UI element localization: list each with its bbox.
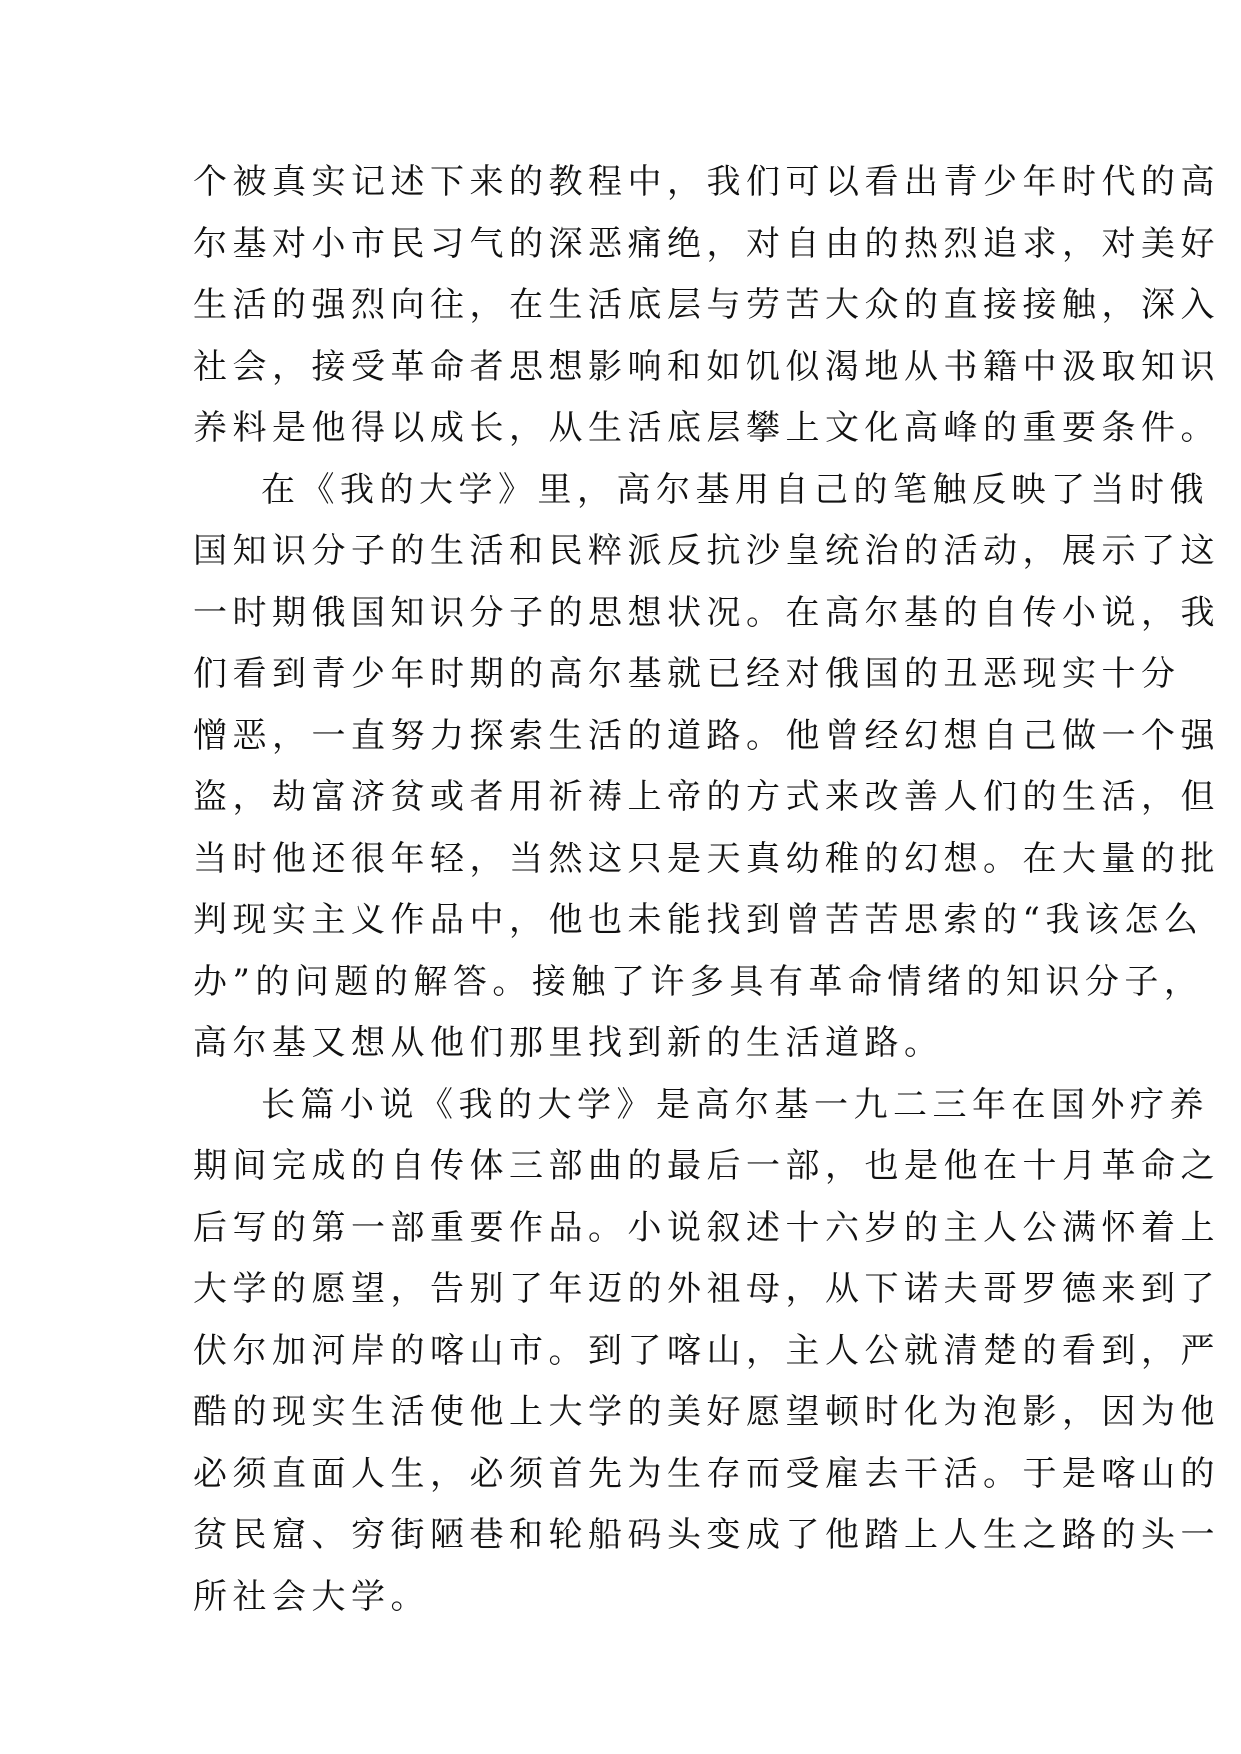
text-line: 酷的现实生活使他上大学的美好愿望顿时化为泡影，因为他	[193, 1392, 1220, 1432]
text-line: 判现实主义作品中，他也未能找到曾苦苦思索的“我该怎么	[193, 900, 1204, 940]
text-line: 憎恶，一直努力探索生活的道路。他曾经幻想自己做一个强	[193, 715, 1220, 756]
text-line: 尔基对小市民习气的深恶痛绝，对自由的热烈追求，对美好	[193, 223, 1220, 264]
text-line: 盗，劫富济贫或者用祈祷上帝的方式来改善人们的生活，但	[193, 777, 1220, 817]
text-line: 当时他还很年轻，当然这只是天真幼稚的幻想。在大量的批	[193, 838, 1220, 879]
text-line: 长篇小说《我的大学》是高尔基一九二三年在国外疗养	[261, 1084, 1209, 1125]
text-line: 期间完成的自传体三部曲的最后一部，也是他在十月革命之	[193, 1146, 1220, 1186]
text-line: 必须直面人生，必须首先为生存而受雇去干活。于是喀山的	[193, 1453, 1220, 1494]
text-line: 大学的愿望，告别了年迈的外祖母，从下诺夫哥罗德来到了	[193, 1269, 1220, 1309]
paragraph-3	[193, 1075, 1220, 1629]
text-line: 后写的第一部重要作品。小说叙述十六岁的主人公满怀着上	[193, 1207, 1220, 1248]
text-line: 个被真实记述下来的教程中，我们可以看出青少年时代的高	[193, 162, 1220, 202]
text-line: 伏尔加河岸的喀山市。到了喀山，主人公就清楚的看到，严	[193, 1330, 1220, 1371]
text-line: 社会，接受革命者思想影响和如饥似渴地从书籍中汲取知识	[193, 346, 1220, 387]
paragraph-1	[193, 152, 1220, 460]
text-line: 高尔基又想从他们那里找到新的生活道路。	[193, 1023, 944, 1063]
text-line: 在《我的大学》里，高尔基用自己的笔触反映了当时俄	[261, 469, 1209, 510]
text-line: 国知识分子的生活和民粹派反抗沙皇统治的活动，展示了这	[193, 531, 1220, 571]
text-line: 们看到青少年时期的高尔基就已经对俄国的丑恶现实十分	[193, 654, 1181, 694]
text-line: 养料是他得以成长，从生活底层攀上文化高峰的重要条件。	[193, 408, 1220, 448]
body-text	[193, 152, 1220, 1628]
text-line: 贫民窟、穷街陋巷和轮船码头变成了他踏上人生之路的头一	[193, 1515, 1220, 1555]
text-line: 生活的强烈向往，在生活底层与劳苦大众的直接接触，深入	[193, 285, 1220, 325]
paragraph-2	[193, 460, 1220, 1075]
text-line: 办”的问题的解答。接触了许多具有革命情绪的知识分子，	[193, 961, 1204, 1002]
text-line: 所社会大学。	[193, 1576, 430, 1617]
text-line: 一时期俄国知识分子的思想状况。在高尔基的自传小说，我	[193, 592, 1220, 633]
